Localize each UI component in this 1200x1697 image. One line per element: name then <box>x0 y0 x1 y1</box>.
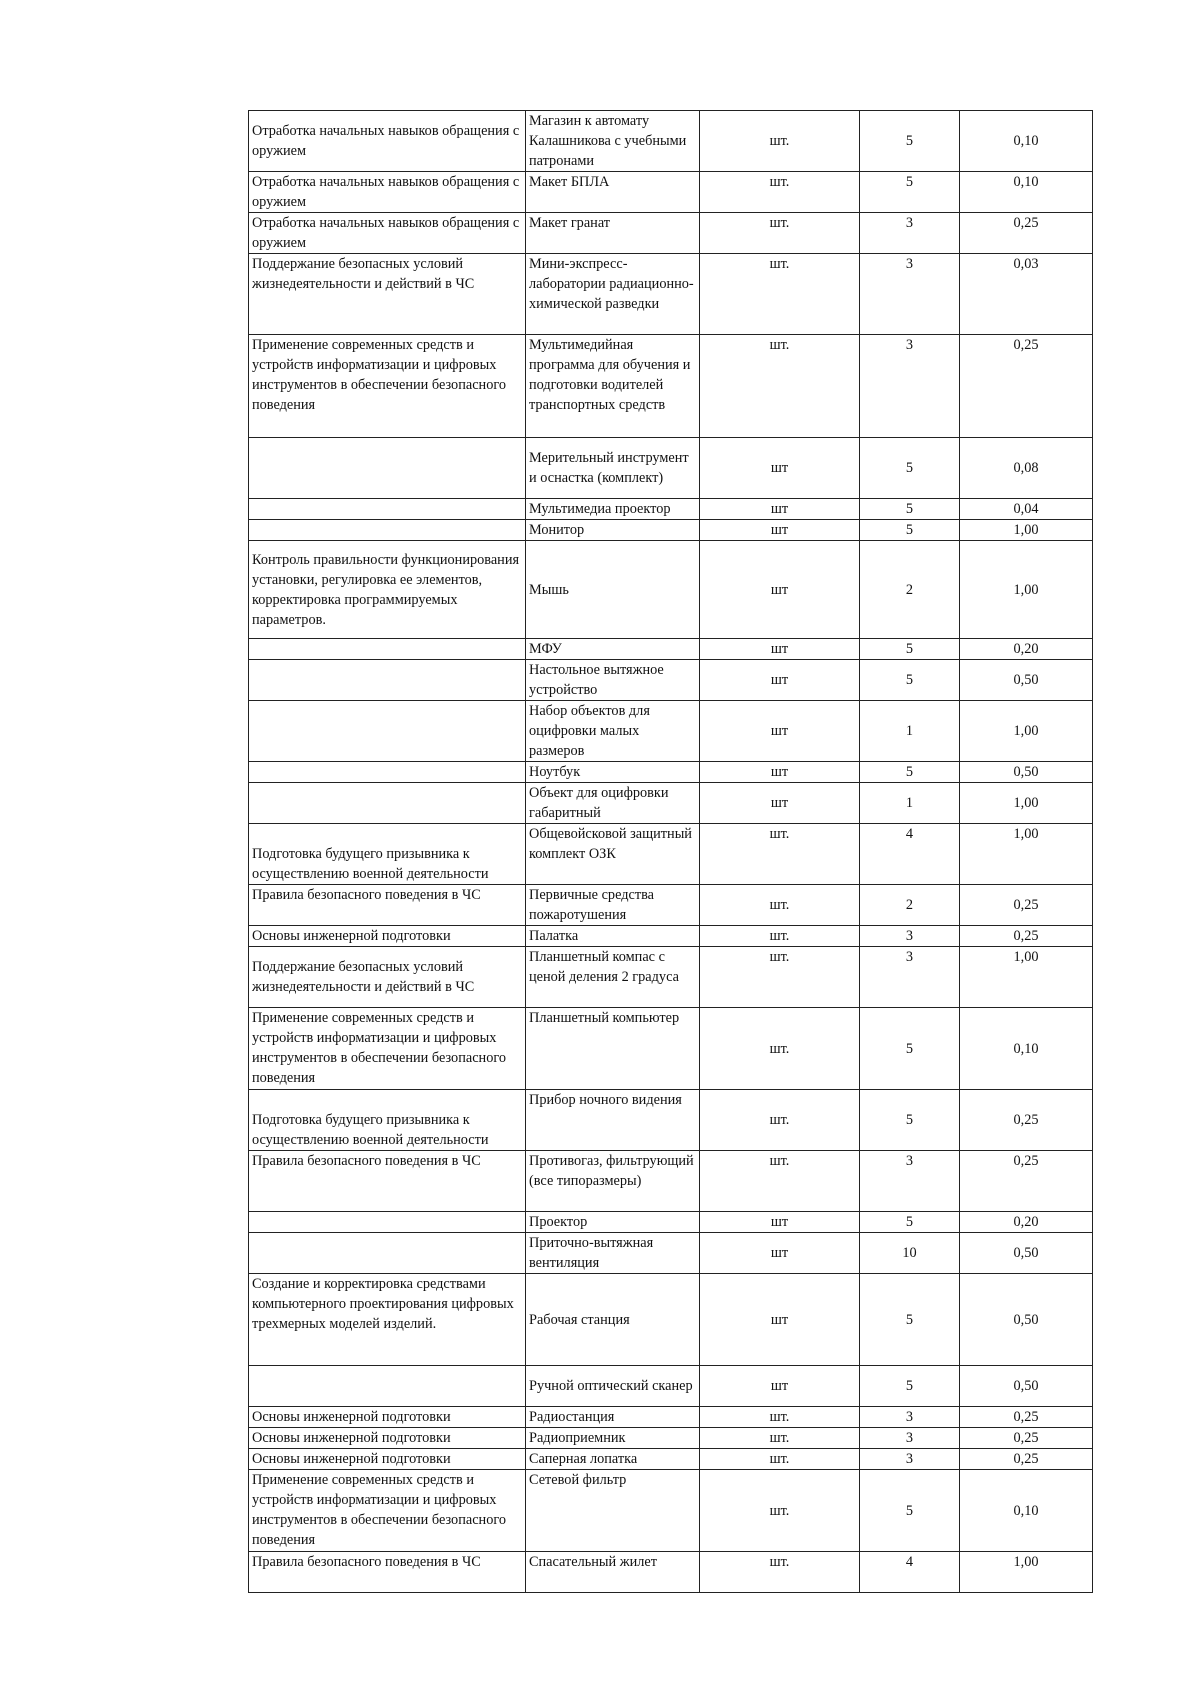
item-cell: Сетевой фильтр <box>526 1470 700 1552</box>
item-cell: Проектор <box>526 1212 700 1233</box>
table-row <box>249 254 1093 335</box>
topic-cell: Отработка начальных навыков обращения с оружием <box>249 172 526 213</box>
item-cell: Монитор <box>526 520 700 541</box>
item-cell: Спасательный жилет <box>526 1552 700 1593</box>
item-cell: Палатка <box>526 926 700 947</box>
topic-cell: Создание и корректировка средствами компьютерного проектирования цифровых трехмерных моделей изделий. <box>249 1274 526 1366</box>
coefficient-cell: 1,00 <box>960 947 1093 1008</box>
quantity-cell: 5 <box>860 1212 960 1233</box>
quantity-cell: 5 <box>860 1470 960 1552</box>
unit-cell: шт. <box>700 111 860 172</box>
quantity-cell: 3 <box>860 1151 960 1212</box>
unit-cell: шт <box>700 499 860 520</box>
quantity-cell: 5 <box>860 660 960 701</box>
unit-cell: шт <box>700 783 860 824</box>
quantity-cell: 3 <box>860 254 960 335</box>
item-cell: Саперная лопатка <box>526 1449 700 1470</box>
unit-cell: шт. <box>700 172 860 213</box>
topic-cell <box>249 660 526 701</box>
table-row <box>249 1366 1093 1407</box>
quantity-cell: 5 <box>860 1274 960 1366</box>
item-cell: Планшетный компьютер <box>526 1008 700 1090</box>
table-row <box>249 824 1093 885</box>
unit-cell: шт <box>700 541 860 639</box>
table-row <box>249 1090 1093 1151</box>
unit-cell: шт <box>700 1366 860 1407</box>
coefficient-cell: 0,10 <box>960 1470 1093 1552</box>
item-cell: Противогаз, фильтрующий (все типоразмеры) <box>526 1151 700 1212</box>
table-row <box>249 783 1093 824</box>
table-row <box>249 172 1093 213</box>
unit-cell: шт. <box>700 213 860 254</box>
table-row <box>249 438 1093 499</box>
item-cell: Общевойсковой защитный комплект ОЗК <box>526 824 700 885</box>
quantity-cell: 5 <box>860 172 960 213</box>
unit-cell: шт. <box>700 1151 860 1212</box>
topic-cell <box>249 1212 526 1233</box>
item-cell: Радиостанция <box>526 1407 700 1428</box>
coefficient-cell: 0,08 <box>960 438 1093 499</box>
unit-cell: шт. <box>700 1470 860 1552</box>
unit-cell: шт. <box>700 1449 860 1470</box>
topic-cell: Контроль правильности функционирования установки, регулировка ее элементов, корректировка программируемых параметров. <box>249 541 526 639</box>
item-cell: Мультимедийная программа для обучения и подготовки водителей транспортных средств <box>526 335 700 438</box>
table-row <box>249 701 1093 762</box>
item-cell: Рабочая станция <box>526 1274 700 1366</box>
unit-cell: шт. <box>700 1428 860 1449</box>
topic-cell <box>249 701 526 762</box>
unit-cell: шт. <box>700 1407 860 1428</box>
coefficient-cell: 0,25 <box>960 1428 1093 1449</box>
table-row <box>249 885 1093 926</box>
topic-cell: Применение современных средств и устройств информатизации и цифровых инструментов в обеспечении безопасного поведения <box>249 1008 526 1090</box>
coefficient-cell: 0,10 <box>960 172 1093 213</box>
coefficient-cell: 0,50 <box>960 1274 1093 1366</box>
item-cell: Мышь <box>526 541 700 639</box>
unit-cell: шт <box>700 1212 860 1233</box>
table-row <box>249 926 1093 947</box>
table-row <box>249 1008 1093 1090</box>
table-row <box>249 520 1093 541</box>
item-cell: Макет БПЛА <box>526 172 700 213</box>
table-row <box>249 947 1093 1008</box>
table-row <box>249 1274 1093 1366</box>
coefficient-cell: 1,00 <box>960 541 1093 639</box>
coefficient-cell: 0,25 <box>960 335 1093 438</box>
unit-cell: шт <box>700 762 860 783</box>
quantity-cell: 2 <box>860 541 960 639</box>
quantity-cell: 4 <box>860 824 960 885</box>
topic-cell: Поддержание безопасных условий жизнедеятельности и действий в ЧС <box>249 947 526 1008</box>
table-row <box>249 1407 1093 1428</box>
topic-cell <box>249 639 526 660</box>
unit-cell: шт. <box>700 1008 860 1090</box>
coefficient-cell: 0,25 <box>960 1407 1093 1428</box>
table-row <box>249 1470 1093 1552</box>
quantity-cell: 3 <box>860 947 960 1008</box>
item-cell: Планшетный компас с ценой деления 2 градуса <box>526 947 700 1008</box>
quantity-cell: 4 <box>860 1552 960 1593</box>
table-row <box>249 541 1093 639</box>
item-cell: Ноутбук <box>526 762 700 783</box>
item-cell: Объект для оцифровки габаритный <box>526 783 700 824</box>
coefficient-cell: 0,25 <box>960 1449 1093 1470</box>
item-cell: Прибор ночного видения <box>526 1090 700 1151</box>
item-cell: МФУ <box>526 639 700 660</box>
coefficient-cell: 0,50 <box>960 1233 1093 1274</box>
coefficient-cell: 0,50 <box>960 762 1093 783</box>
coefficient-cell: 1,00 <box>960 520 1093 541</box>
unit-cell: шт <box>700 701 860 762</box>
item-cell: Макет гранат <box>526 213 700 254</box>
coefficient-cell: 0,50 <box>960 1366 1093 1407</box>
table-row <box>249 499 1093 520</box>
unit-cell: шт. <box>700 1090 860 1151</box>
coefficient-cell: 0,03 <box>960 254 1093 335</box>
topic-cell: Основы инженерной подготовки <box>249 1428 526 1449</box>
table-row <box>249 1151 1093 1212</box>
topic-cell <box>249 1366 526 1407</box>
topic-cell: Применение современных средств и устройств информатизации и цифровых инструментов в обеспечении безопасного поведения <box>249 335 526 438</box>
quantity-cell: 3 <box>860 1407 960 1428</box>
quantity-cell: 3 <box>860 1428 960 1449</box>
topic-cell: Отработка начальных навыков обращения с оружием <box>249 213 526 254</box>
quantity-cell: 2 <box>860 885 960 926</box>
topic-cell <box>249 783 526 824</box>
topic-cell <box>249 499 526 520</box>
table-row <box>249 1428 1093 1449</box>
coefficient-cell: 0,25 <box>960 885 1093 926</box>
topic-cell: Основы инженерной подготовки <box>249 1449 526 1470</box>
table-row <box>249 213 1093 254</box>
unit-cell: шт <box>700 1274 860 1366</box>
coefficient-cell: 0,25 <box>960 213 1093 254</box>
topic-cell: Применение современных средств и устройств информатизации и цифровых инструментов в обеспечении безопасного поведения <box>249 1470 526 1552</box>
table-row <box>249 762 1093 783</box>
item-cell: Набор объектов для оцифровки малых размеров <box>526 701 700 762</box>
coefficient-cell: 1,00 <box>960 824 1093 885</box>
topic-cell: Подготовка будущего призывника к осуществлению военной деятельности <box>249 824 526 885</box>
unit-cell: шт. <box>700 1552 860 1593</box>
item-cell: Настольное вытяжное устройство <box>526 660 700 701</box>
table-row <box>249 335 1093 438</box>
table-row <box>249 660 1093 701</box>
quantity-cell: 5 <box>860 1090 960 1151</box>
unit-cell: шт. <box>700 824 860 885</box>
item-cell: Ручной оптический сканер <box>526 1366 700 1407</box>
item-cell: Магазин к автомату Калашникова с учебными патронами <box>526 111 700 172</box>
quantity-cell: 5 <box>860 639 960 660</box>
unit-cell: шт <box>700 639 860 660</box>
quantity-cell: 1 <box>860 783 960 824</box>
item-cell: Мерительный инструмент и оснастка (комплект) <box>526 438 700 499</box>
topic-cell: Правила безопасного поведения в ЧС <box>249 1552 526 1593</box>
quantity-cell: 3 <box>860 1449 960 1470</box>
quantity-cell: 5 <box>860 1008 960 1090</box>
unit-cell: шт <box>700 1233 860 1274</box>
table-row <box>249 639 1093 660</box>
quantity-cell: 3 <box>860 213 960 254</box>
unit-cell: шт <box>700 438 860 499</box>
quantity-cell: 5 <box>860 520 960 541</box>
item-cell: Приточно-вытяжная вентиляция <box>526 1233 700 1274</box>
quantity-cell: 5 <box>860 499 960 520</box>
unit-cell: шт. <box>700 885 860 926</box>
coefficient-cell: 0,04 <box>960 499 1093 520</box>
coefficient-cell: 0,50 <box>960 660 1093 701</box>
quantity-cell: 5 <box>860 1366 960 1407</box>
unit-cell: шт. <box>700 254 860 335</box>
table-row <box>249 1449 1093 1470</box>
topic-cell: Отработка начальных навыков обращения с оружием <box>249 111 526 172</box>
topic-cell: Правила безопасного поведения в ЧС <box>249 1151 526 1212</box>
coefficient-cell: 0,25 <box>960 1090 1093 1151</box>
table-row <box>249 1552 1093 1593</box>
quantity-cell: 1 <box>860 701 960 762</box>
coefficient-cell: 0,20 <box>960 1212 1093 1233</box>
quantity-cell: 3 <box>860 335 960 438</box>
unit-cell: шт. <box>700 947 860 1008</box>
unit-cell: шт <box>700 660 860 701</box>
unit-cell: шт. <box>700 926 860 947</box>
item-cell: Мини-экспресс-лаборатории радиационно-химической разведки <box>526 254 700 335</box>
topic-cell: Поддержание безопасных условий жизнедеятельности и действий в ЧС <box>249 254 526 335</box>
quantity-cell: 5 <box>860 762 960 783</box>
unit-cell: шт <box>700 520 860 541</box>
topic-cell <box>249 438 526 499</box>
equipment-table <box>248 110 1093 1593</box>
quantity-cell: 3 <box>860 926 960 947</box>
quantity-cell: 5 <box>860 438 960 499</box>
coefficient-cell: 0,25 <box>960 926 1093 947</box>
table-row <box>249 111 1093 172</box>
coefficient-cell: 1,00 <box>960 1552 1093 1593</box>
coefficient-cell: 0,20 <box>960 639 1093 660</box>
quantity-cell: 10 <box>860 1233 960 1274</box>
coefficient-cell: 1,00 <box>960 701 1093 762</box>
equipment-table-body <box>249 111 1093 1593</box>
topic-cell: Подготовка будущего призывника к осуществлению военной деятельности <box>249 1090 526 1151</box>
unit-cell: шт. <box>700 335 860 438</box>
coefficient-cell: 0,10 <box>960 111 1093 172</box>
coefficient-cell: 0,10 <box>960 1008 1093 1090</box>
item-cell: Мультимедиа проектор <box>526 499 700 520</box>
table-row <box>249 1233 1093 1274</box>
topic-cell <box>249 762 526 783</box>
topic-cell: Правила безопасного поведения в ЧС <box>249 885 526 926</box>
coefficient-cell: 1,00 <box>960 783 1093 824</box>
quantity-cell: 5 <box>860 111 960 172</box>
item-cell: Первичные средства пожаротушения <box>526 885 700 926</box>
topic-cell: Основы инженерной подготовки <box>249 926 526 947</box>
topic-cell <box>249 520 526 541</box>
topic-cell: Основы инженерной подготовки <box>249 1407 526 1428</box>
topic-cell <box>249 1233 526 1274</box>
table-row <box>249 1212 1093 1233</box>
coefficient-cell: 0,25 <box>960 1151 1093 1212</box>
item-cell: Радиоприемник <box>526 1428 700 1449</box>
